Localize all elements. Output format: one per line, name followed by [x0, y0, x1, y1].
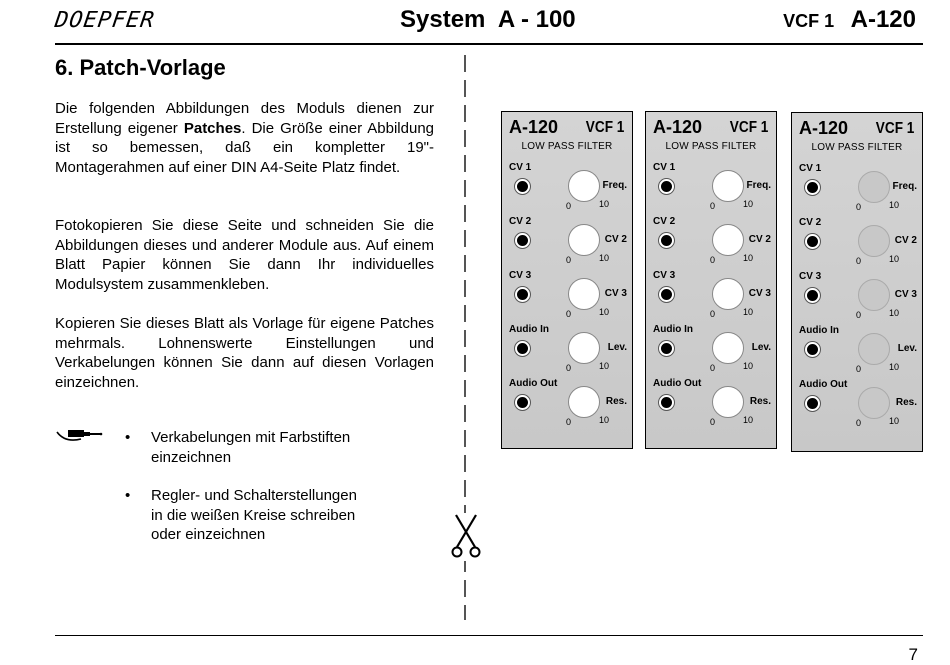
scale-max: 10: [743, 361, 754, 371]
header-module-code: A-120: [850, 6, 916, 33]
scale-max: 10: [599, 415, 610, 425]
scale-min: 0: [710, 363, 716, 373]
knob-label: Res.: [605, 396, 627, 407]
paragraph-2: Fotokopieren Sie diese Seite und schneiden Sie die Abbildungen dieses und anderer Module aus. Auf einem Blatt Papier können Sie dann Ihr individuelles Modulsystem zusammenkleben.: [55, 217, 434, 293]
knob[interactable]: [858, 279, 890, 311]
scale-min: 0: [566, 309, 572, 319]
panel-subtitle: LOW PASS FILTER: [811, 142, 903, 153]
knob[interactable]: [858, 171, 890, 203]
scale-min: 0: [710, 417, 716, 427]
scissors-icon: [449, 513, 483, 561]
jack-socket[interactable]: [515, 179, 530, 194]
paragraph-1: [55, 99, 434, 177]
knob-label: CV 3: [894, 289, 917, 300]
input-label: CV 2: [653, 216, 676, 227]
input-label: Audio Out: [509, 378, 558, 389]
input-label: CV 3: [509, 270, 532, 281]
input-label: Audio Out: [799, 379, 848, 390]
list-item: [125, 428, 391, 467]
knob-label: CV 2: [748, 234, 771, 245]
panel-vcf-label: VCF 1: [875, 120, 914, 137]
input-label: Audio Out: [653, 378, 702, 389]
scale-max: 10: [889, 308, 900, 318]
scale-min: 0: [856, 310, 862, 320]
panel-subtitle: LOW PASS FILTER: [521, 141, 613, 152]
scale-max: 10: [599, 307, 610, 317]
knob-label: Lev.: [751, 342, 771, 353]
input-label: CV 1: [653, 162, 676, 173]
cable-plug-icon: [55, 425, 105, 447]
module-panel: [645, 111, 777, 449]
knob-label: Lev.: [897, 343, 917, 354]
input-label: CV 2: [799, 217, 822, 228]
scale-min: 0: [710, 201, 716, 211]
knob-label: Lev.: [607, 342, 627, 353]
scale-min: 0: [856, 256, 862, 266]
scale-max: 10: [743, 415, 754, 425]
header-module: [783, 6, 916, 34]
input-label: Audio In: [653, 324, 693, 335]
scale-max: 10: [743, 253, 754, 263]
paragraph-3: Kopieren Sie dieses Blatt als Vorlage für eigene Patches mehrmals. Lohnenswerte Einstellungen und Verkabelungen können Sie dann auf diesen Vorlagen einzeichnen.: [55, 315, 434, 391]
page-number: 7: [908, 645, 918, 664]
panel-subtitle: LOW PASS FILTER: [665, 141, 757, 152]
jack-socket[interactable]: [805, 342, 820, 357]
scale-min: 0: [566, 417, 572, 427]
knob[interactable]: [712, 386, 744, 418]
section-title: 6. Patch-Vorlage: [55, 55, 226, 80]
header-module-short: VCF 1: [783, 11, 835, 31]
bullet-list: [125, 428, 391, 564]
knob-label: CV 2: [604, 234, 627, 245]
knob[interactable]: [712, 170, 744, 202]
scale-min: 0: [566, 363, 572, 373]
jack-socket[interactable]: [659, 395, 674, 410]
bullet-text: Regler- und Schalterstellungen in die weißen Kreise schreiben oder einzeichnen: [151, 487, 357, 543]
scale-max: 10: [743, 199, 754, 209]
paragraph-1-part-a: Die folgenden Abbildungen des Moduls dienen zur Erstellung eigener: [55, 100, 434, 137]
scale-max: 10: [889, 200, 900, 210]
knob-label: CV 3: [604, 288, 627, 299]
knob-label: CV 2: [894, 235, 917, 246]
paragraph-1-part-b: . Die Größe einer Abbildung ist so bemessen, daß ein kompletter 19"-Montagerahmen auf einer DIN A4-Seite Platz findet.: [55, 119, 435, 176]
list-item: [125, 486, 391, 545]
module-panel: [791, 112, 923, 452]
doepfer-logo: DOEPFER: [53, 8, 157, 33]
module-panel: [501, 111, 633, 449]
bullet-marker: •: [125, 429, 131, 446]
knob[interactable]: [568, 224, 600, 256]
scale-max: 10: [743, 307, 754, 317]
jack-socket[interactable]: [805, 180, 820, 195]
scale-min: 0: [566, 255, 572, 265]
knob[interactable]: [568, 332, 600, 364]
jack-socket[interactable]: [659, 233, 674, 248]
knob[interactable]: [568, 386, 600, 418]
header-rule: [55, 43, 923, 45]
input-label: CV 1: [799, 163, 822, 174]
scale-max: 10: [889, 416, 900, 426]
paragraph-1-bold: Patches: [183, 119, 242, 137]
knob-label: Res.: [749, 396, 771, 407]
header-system-title: System A - 100: [400, 6, 576, 33]
jack-socket[interactable]: [515, 395, 530, 410]
panel-vcf-label: VCF 1: [585, 119, 624, 136]
panel-name: A-120: [509, 117, 559, 137]
scale-min: 0: [856, 202, 862, 212]
scale-min: 0: [710, 255, 716, 265]
scale-min: 0: [566, 201, 572, 211]
knob-label: Res.: [895, 397, 917, 408]
knob[interactable]: [712, 278, 744, 310]
jack-socket[interactable]: [805, 288, 820, 303]
scale-max: 10: [889, 254, 900, 264]
knob[interactable]: [858, 387, 890, 419]
panel-name: A-120: [799, 118, 849, 138]
knob-label: Freq.: [892, 181, 917, 192]
jack-socket[interactable]: [515, 287, 530, 302]
jack-socket[interactable]: [659, 179, 674, 194]
knob[interactable]: [712, 332, 744, 364]
scale-max: 10: [599, 361, 610, 371]
input-label: CV 2: [509, 216, 532, 227]
footer-rule: [55, 635, 923, 636]
jack-socket[interactable]: [805, 396, 820, 411]
panel-name: A-120: [653, 117, 703, 137]
scale-min: 0: [710, 309, 716, 319]
scale-max: 10: [599, 199, 610, 209]
knob[interactable]: [858, 333, 890, 365]
knob-label: Freq.: [746, 180, 771, 191]
jack-socket[interactable]: [805, 234, 820, 249]
input-label: CV 3: [653, 270, 676, 281]
knob[interactable]: [712, 224, 744, 256]
input-label: Audio In: [509, 324, 549, 335]
bullet-marker: •: [125, 487, 131, 504]
jack-socket[interactable]: [659, 287, 674, 302]
scale-max: 10: [599, 253, 610, 263]
jack-socket[interactable]: [515, 341, 530, 356]
input-label: CV 3: [799, 271, 822, 282]
input-label: CV 1: [509, 162, 532, 173]
jack-socket[interactable]: [659, 341, 674, 356]
panel-vcf-label: VCF 1: [729, 119, 768, 136]
knob[interactable]: [568, 278, 600, 310]
bullet-text: Verkabelungen mit Farbstiften einzeichnen: [151, 429, 351, 466]
input-label: Audio In: [799, 325, 839, 336]
knob[interactable]: [858, 225, 890, 257]
knob[interactable]: [568, 170, 600, 202]
scale-min: 0: [856, 364, 862, 374]
jack-socket[interactable]: [515, 233, 530, 248]
scale-max: 10: [889, 362, 900, 372]
scale-min: 0: [856, 418, 862, 428]
knob-label: CV 3: [748, 288, 771, 299]
knob-label: Freq.: [602, 180, 627, 191]
